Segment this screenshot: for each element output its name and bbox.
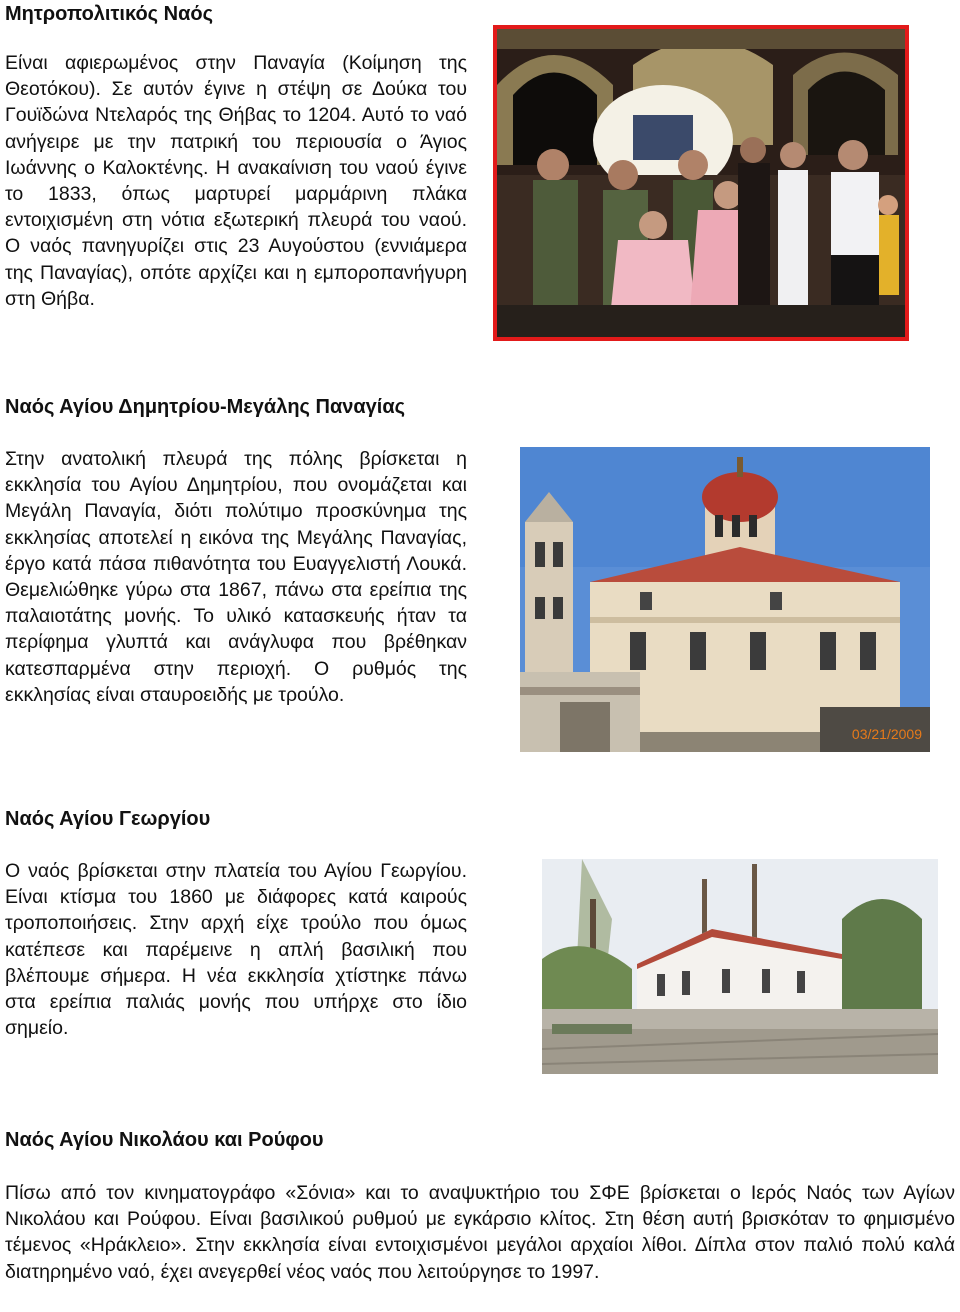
- section-heading-agios-dimitrios: Ναός Αγίου Δημητρίου-Μεγάλης Παναγίας: [5, 396, 406, 418]
- section-heading-agios-georgios: Ναός Αγίου Γεωργίου: [5, 808, 211, 830]
- section-heading-metropolitan: Μητροπολιτικός Ναός: [5, 3, 213, 25]
- section-text-metropolitan: Είναι αφιερωμένος στην Παναγία (Κοίμηση της Θεοτόκου). Σε αυτόν έγινε η στέψη σε Δούκα του Γουϊδώνα Ντελαρός της Θήβας το 1204. Αυτό το ναό ανήγειρε με την πατρική του περιουσία ο Άγιος Ιωάννης ο Καλοκτένης. Η ανακαίνιση του ναού έγινε το 1833, όπως μαρτυρεί μαρμάρινη πλάκα εντοιχισμένη στη νότια εξωτερική πλευρά του ναού. Ο ναός πανηγυρίζει στις 23 Αυγούστου (εννιάμερα της Παναγίας), οπότε αρχίζει και η εμποροπανήγυρη στη Θήβα.: [5, 52, 467, 310]
- photo-procession: [493, 25, 909, 341]
- photo-agios-dimitrios-church: [520, 447, 930, 752]
- section-text-agios-georgios: Ο ναός βρίσκεται στην πλατεία του Αγίου Γεωργίου. Είναι κτίσμα του 1860 με διάφορες κατά καιρούς τροποποιήσεις. Στην αρχή είχε τρούλο που όμως κατέπεσε και παρέμεινε η απλή βασιλική που βλέπουμε σήμερα. Η νέα εκκλησία χτίστηκε πάνω στα ερείπια παλιάς μονής που υπήρχε στο ίδιο σημείο.: [5, 860, 467, 1040]
- section-text-agios-dimitrios: Στην ανατολική πλευρά της πόλης βρίσκεται η εκκλησία του Αγίου Δημητρίου, που ονομάζεται και Μεγάλη Παναγία, διότι πολύτιμο προσκύνημα της εκκλησίας αποτελεί η εικόνα της Μεγάλης Παναγίας, έργο κατά πάσα πιθανότητα του Ευαγγελιστή Λουκά. Θεμελιώθηκε γύρω στα 1867, πάνω στα ερείπια της παλαιοτάτης μονής. Το υλικό κατασκευής ήταν τα περίφημα γλυπτά και ανάγλυφα που βρέθηκαν κατεσπαρμένα στην περιοχή. Ο ρυθμός της εκκλησίας είναι σταυροειδής με τρούλο.: [5, 448, 467, 706]
- photo-date-stamp: 03/21/2009: [851, 726, 922, 742]
- section-text-agios-nikolaos: Πίσω από τον κινηματογράφο «Σόνια» και το αναψυκτήριο του ΣΦΕ βρίσκεται ο Ιερός Ναός των Αγίων Νικολάου και Ρούφου. Είναι βασιλικού ρυθμού με εγκάρσιο κλίτος. Στη θέση αυτή βρισκόταν το φημισμένο τέμενος «Ηράκλειο». Στην εκκλησία είναι εντοιχισμένοι μεγάλοι αρχαίοι λίθοι. Δίπλα στον παλιό πολύ καλά διατηρημένο ναό, έχει ανεγερθεί νέος ναός που λειτούργησε το 1997.: [5, 1182, 955, 1283]
- section-heading-agios-nikolaos: Ναός Αγίου Νικολάου και Ρούφου: [5, 1129, 324, 1151]
- photo-agios-georgios-church: [542, 859, 938, 1074]
